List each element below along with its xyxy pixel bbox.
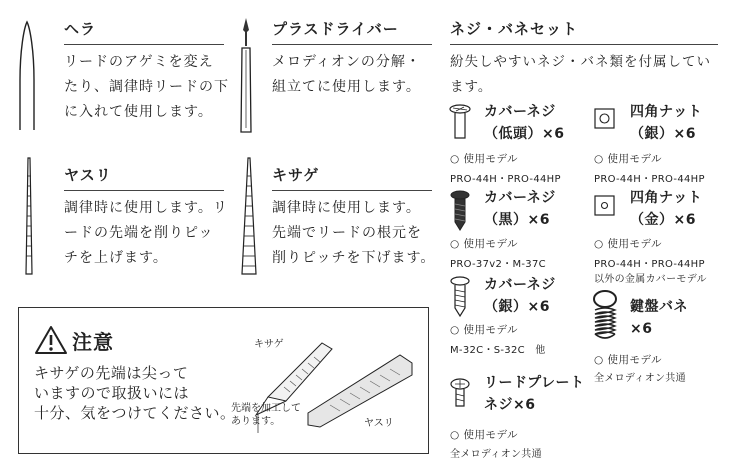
model-value: PRO-44H・PRO-44HP xyxy=(450,174,561,185)
model-value: 全メロディオン共通 xyxy=(594,373,686,384)
file-icon xyxy=(18,156,40,276)
square-nut-gold-icon xyxy=(594,195,616,217)
model-label: ○ 使用モデル xyxy=(594,238,662,250)
silver-screw-icon xyxy=(449,276,471,318)
scraper-tool-illustration xyxy=(250,335,430,430)
tool-title-yasuri: ヤスリ xyxy=(64,166,112,184)
part-name: 四角ナット （銀）×6 xyxy=(630,104,703,142)
divider xyxy=(64,44,224,45)
screw-set-desc: 紛失しやすいネジ・バネ類を付属してい ます。 xyxy=(450,54,711,95)
part-name: 四角ナット （金）×6 xyxy=(630,190,703,228)
model-label: ○ 使用モデル xyxy=(450,324,518,336)
warning-icon xyxy=(34,325,68,355)
tool-title-plus-driver: プラスドライバー xyxy=(272,20,399,38)
scraper-icon xyxy=(236,156,262,276)
reed-plate-screw-icon xyxy=(449,378,471,410)
tool-title-hera: ヘラ xyxy=(64,20,97,38)
divider xyxy=(64,190,224,191)
tool-desc-hera: リードのアゲミを変え たり、調律時リードの下 に入れて使用します。 xyxy=(64,54,229,120)
tool-desc-yasuri: 調律時に使用します。リ ードの先端を削りピッ チを上げます。 xyxy=(64,200,228,266)
tool-desc-kisage: 調律時に使用します。 先端でリードの根元を 削りピッチを下げます。 xyxy=(272,200,436,266)
part-name: カバーネジ （黒）×6 xyxy=(484,190,556,228)
model-label: ○ 使用モデル xyxy=(450,238,518,250)
model-value: 以外の金属カバーモデル xyxy=(594,274,707,285)
model-label: ○ 使用モデル xyxy=(594,354,662,366)
model-label: ○ 使用モデル xyxy=(450,153,518,165)
model-value: 全メロディオン共通 xyxy=(450,449,542,460)
tool-desc-plus-driver: メロディオンの分解・ 組立てに使用します。 xyxy=(272,54,421,95)
yasuri-label: ヤスリ xyxy=(364,418,394,429)
model-value: M-32C・S-32C 他 xyxy=(450,345,546,356)
square-nut-silver-icon xyxy=(594,108,616,130)
model-value: PRO-44H・PRO-44HP xyxy=(594,174,705,185)
key-spring-icon xyxy=(590,290,620,344)
part-name: リードプレート ネジ×6 xyxy=(484,375,585,413)
model-label: ○ 使用モデル xyxy=(594,153,662,165)
part-name: カバーネジ （銀）×6 xyxy=(484,277,556,315)
caution-text: キサゲの先端は尖って いますので取扱いには 十分、気をつけてください。 xyxy=(34,364,236,422)
divider xyxy=(450,44,718,45)
low-head-screw-icon xyxy=(449,104,471,142)
model-label: ○ 使用モデル xyxy=(450,429,518,441)
divider xyxy=(272,44,432,45)
model-value: PRO-44H・PRO-44HP xyxy=(594,259,705,270)
part-name: カバーネジ （低頭）×6 xyxy=(484,104,565,142)
kisage-label: キサゲ xyxy=(254,339,284,350)
model-value: PRO-37v2・M-37C xyxy=(450,259,546,270)
black-screw-icon xyxy=(449,190,471,232)
screw-set-title: ネジ・バネセット xyxy=(450,20,579,38)
screwdriver-icon xyxy=(236,16,256,134)
part-name: 鍵盤バネ ×6 xyxy=(630,299,688,337)
caution-title: 注意 xyxy=(72,330,114,354)
tip-note: 先端を加工して あります。 xyxy=(231,403,301,427)
divider xyxy=(272,190,432,191)
tool-title-kisage: キサゲ xyxy=(272,166,320,184)
spatula-icon xyxy=(12,20,42,132)
